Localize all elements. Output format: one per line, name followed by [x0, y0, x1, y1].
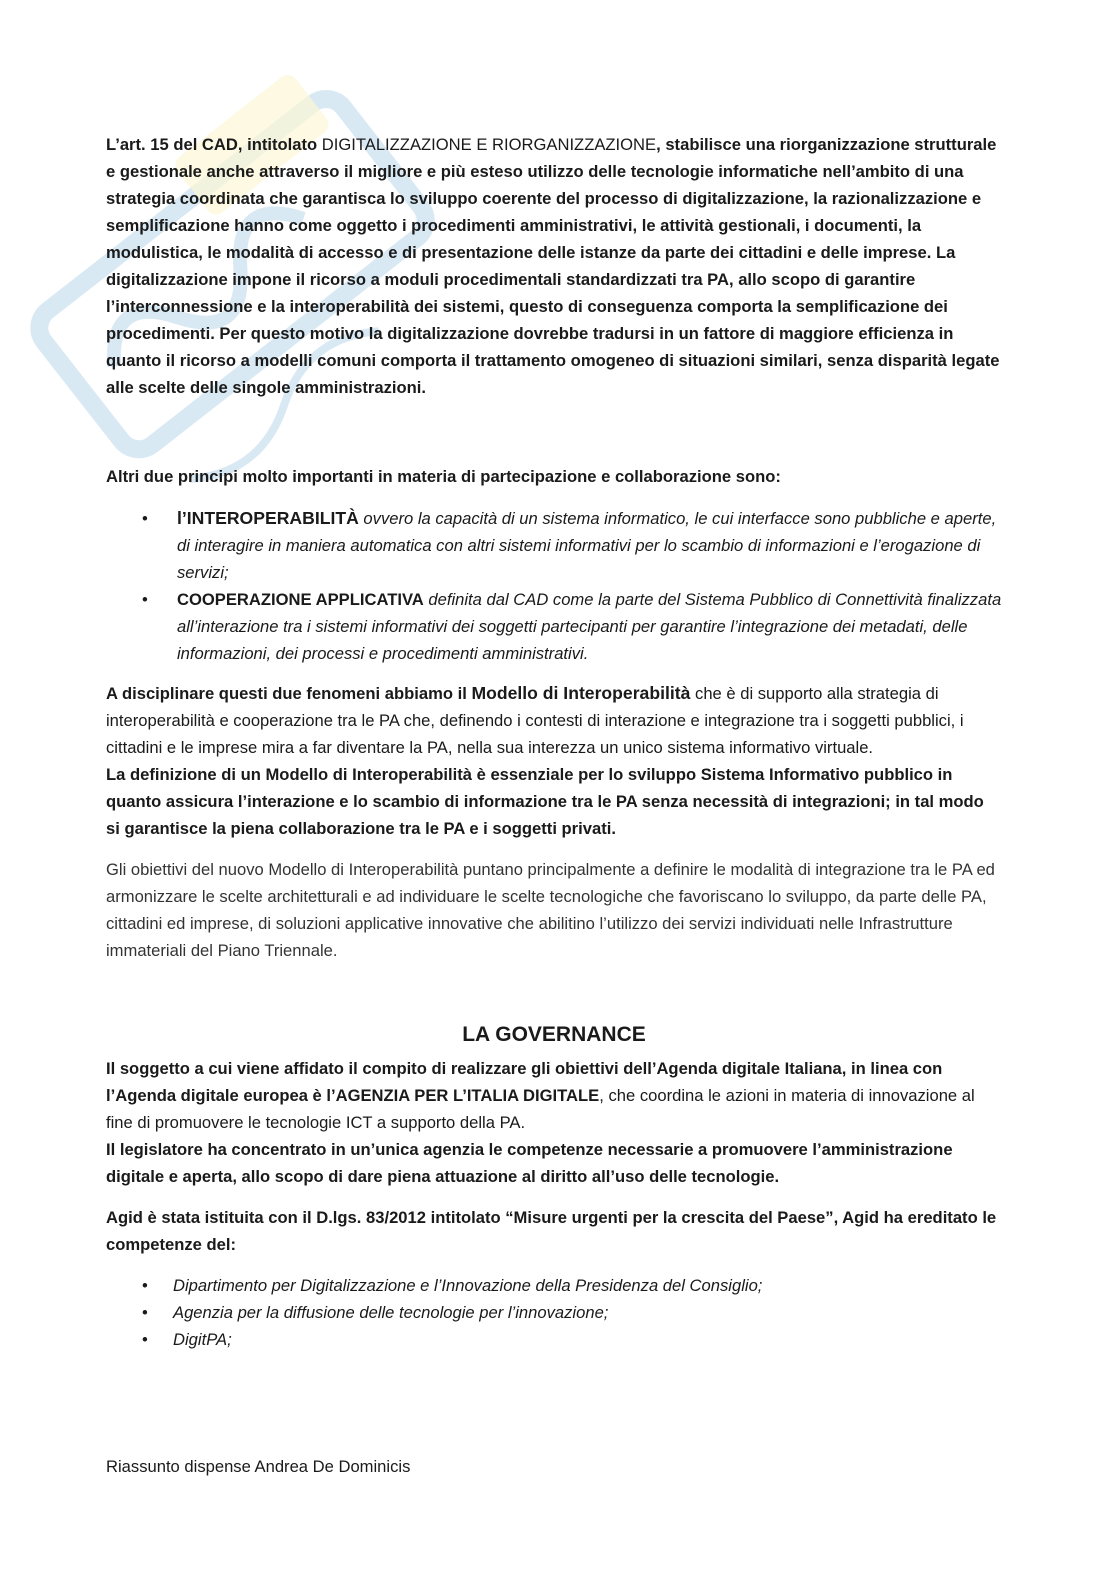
intro-text: L’art. 15 del CAD, intitolato	[106, 135, 322, 154]
agid-paragraph: Agid è stata istituita con il D.lgs. 83/2012 intitolato “Misure urgenti per la crescita del Paese”, Agid ha ereditato le competenze del:	[106, 1208, 997, 1254]
principles-intro: Altri due principi molto importanti in materia di partecipazione e collaborazione sono:	[106, 467, 781, 486]
principle-term: l’INTEROPERABILITÀ	[177, 508, 359, 528]
governance-legislator: Il legislatore ha concentrato in un’unica agenzia le competenze necessarie a promuovere l’amministrazione digitale e aperta, allo scopo di dare piena attuazione al diritto all’uso delle tecnologie.	[106, 1140, 953, 1186]
interop-lead: A disciplinare questi due fenomeni abbiamo il	[106, 684, 472, 703]
interoperability-definition: La definizione di un Modello di Interoperabilità è essenziale per lo sviluppo Sistema Informativo pubblico in quanto assicura l’interazione e lo scambio di informazione tra le PA senza necessità di integrazioni; in tal modo si garantisce la piena collaborazione tra le PA e i soggetti privati.	[106, 765, 984, 838]
objectives-paragraph: Gli obiettivi del nuovo Modello di Interoperabilità puntano principalmente a definire le modalità di integrazione tra le PA ed armonizzare le scelte architetturali e ad individuare le scelte tecnologiche che favoriscano lo sviluppo, da parte delle PA, cittadini ed imprese, di soluzioni applicative innovative che abilitino l’utilizzo dei servizi individuati nelle Infrastrutture immateriali del Piano Triennale.	[106, 860, 995, 960]
interop-text: che è di supporto alla strategia di interoperabilità e cooperazione tra le PA che, definendo i contesti di interazione e integrazione tra i soggetti pubblici, i cittadini e le imprese mira a far diventare la PA, nella sua interezza un unico sistema informativo virtuale.	[106, 684, 964, 757]
principle-term: COOPERAZIONE APPLICATIVA	[177, 590, 424, 609]
intro-title-term: DIGITALIZZAZIONE E RIORGANIZZAZIONE	[321, 135, 657, 154]
list-item	[106, 505, 1002, 586]
governance-lead: Il soggetto a cui viene affidato il compito di realizzare gli obiettivi dell’Agenda digitale Italiana, in linea con l’Agenda digitale europea è l’AGENZIA PER L’ITALIA DIGITALE	[106, 1059, 943, 1105]
principle-description: definita dal CAD come la parte del Sistema Pubblico di Connettività finalizzata all’interazione tra i sistemi informativi dei soggetti partecipanti per garantire l’integrazione dei metadati, delle informazioni, dei processi e procedimenti amministrativi.	[177, 590, 1002, 663]
intro-text-continued: , stabilisce una riorganizzazione strutturale e gestionale anche attraverso il migliore e più esteso utilizzo delle tecnologie informatiche nell’ambito di una strategia coordinata che garantisca lo sviluppo coerente del processo di digitalizzazione, la razionalizzazione e semplificazione hanno come oggetto i procedimenti amministrativi, le attività gestionali, i documenti, la modulistica, le modalità di accesso e di presentazione delle istanze da parte dei cittadini e delle imprese. La digitalizzazione impone il ricorso a moduli procedimentali standardizzati tra PA, allo scopo di garantire l’interconnessione e la interoperabilità dei sistemi, questo di conseguenza comporta la semplificazione dei procedimenti. Per questo motivo la digitalizzazione dovrebbe tradursi in un fattore di maggiore efficienza in quanto il ricorso a modelli comuni comporta il trattamento omogeneo di situazioni similari, senza disparità legate alle scelte delle singole amministrazioni.	[106, 135, 1000, 397]
interoperability-paragraph	[106, 680, 1002, 761]
page-footer: Riassunto dispense Andrea De Dominicis	[106, 1457, 411, 1476]
list-item: • Agenzia per la diffusione delle tecnologie per l’innovazione;	[106, 1299, 1002, 1326]
governance-paragraph	[106, 1055, 1002, 1136]
governance-text: , che coordina le azioni in materia di innovazione al fine di promuovere le tecnologie ICT a supporto della PA.	[106, 1086, 975, 1132]
competences-list	[106, 1272, 1002, 1353]
document-body	[106, 131, 1002, 1353]
list-item: • Dipartimento per Digitalizzazione e l’Innovazione della Presidenza del Consiglio;	[106, 1272, 1002, 1299]
intro-paragraph	[106, 131, 1002, 401]
list-item	[106, 586, 1002, 667]
list-item: • DigitPA;	[106, 1326, 1002, 1353]
section-heading: LA GOVERNANCE	[462, 1023, 646, 1046]
principle-description: ovvero la capacità di un sistema informatico, le cui interfacce sono pubbliche e aperte, di interagire in maniera automatica con altri sistemi informativi per lo scambio di informazioni e l’erogazione di servizi;	[177, 509, 997, 582]
principles-list	[106, 505, 1002, 667]
interop-model-term: Modello di Interoperabilità	[471, 683, 691, 703]
